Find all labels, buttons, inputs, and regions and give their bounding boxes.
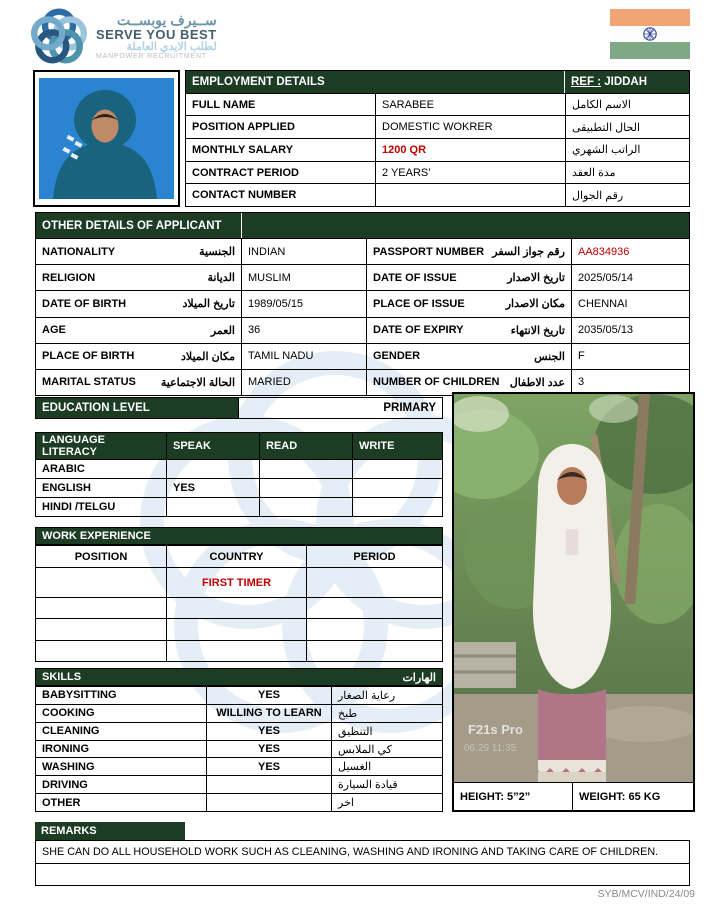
field-label-arabic: مدة العقد: [565, 162, 689, 184]
skill-value: YES: [206, 758, 331, 775]
column-header: COUNTRY: [166, 546, 306, 567]
field-label: PASSPORT NUMBER: [373, 245, 485, 258]
column-header: READ: [259, 433, 352, 459]
language-name: ARABIC: [42, 463, 85, 475]
employment-details-title: EMPLOYMENT DETAILS: [192, 75, 325, 88]
field-label-arabic: رقم جواز السفر: [492, 246, 565, 259]
skill-label-arabic: رعاية الصغار: [331, 687, 442, 704]
skill-label: DRIVING: [42, 778, 88, 791]
field-label: MARITAL STATUS: [42, 376, 136, 389]
field-value: MUSLIM: [241, 265, 366, 290]
field-value: 1989/05/15: [241, 291, 366, 316]
skill-label-arabic: الغسيل: [331, 758, 442, 775]
field-label-arabic: الحال التطبيقى: [565, 116, 689, 138]
period-value: [306, 619, 442, 639]
language-name: ENGLISH: [42, 482, 91, 494]
field-value: MARIED: [241, 370, 366, 395]
period-value: [306, 641, 442, 661]
photo-watermark-line2: 06.29 11:35: [464, 743, 517, 754]
field-label-arabic: عدد الاطفال: [509, 376, 565, 389]
language-literacy-table: [35, 432, 443, 517]
height-weight-row: [454, 782, 693, 810]
flag-saffron-band: [610, 9, 690, 26]
table-row: [36, 459, 442, 478]
skill-value: YES: [206, 741, 331, 758]
skill-label: OTHER: [42, 796, 81, 809]
field-label-arabic: الجنسية: [199, 246, 235, 259]
table-row: [36, 775, 442, 793]
skill-value: YES: [206, 723, 331, 740]
position-value: [36, 568, 166, 597]
table-row: [186, 93, 689, 116]
skill-label-arabic: قيادة السيارة: [331, 776, 442, 793]
column-header: POSITION: [74, 550, 128, 563]
salary-value: 1200 QR: [375, 139, 565, 161]
table-row: [186, 138, 689, 161]
read-value: [259, 479, 352, 497]
speak-value: [166, 498, 259, 516]
table-row: [36, 567, 442, 597]
field-label-arabic: تاريخ الميلاد: [182, 298, 235, 311]
field-label: MONTHLY SALARY: [192, 143, 294, 156]
work-experience-table: [35, 545, 443, 662]
speak-value: YES: [166, 479, 259, 497]
position-value: [36, 619, 166, 639]
skills-table: [35, 686, 443, 812]
field-label: DATE OF BIRTH: [42, 297, 127, 310]
skill-label-arabic: اخر: [331, 794, 442, 811]
field-value: 36: [241, 318, 366, 343]
field-label: CONTRACT PERIOD: [192, 166, 299, 179]
height-value: HEIGHT: 5”2”: [460, 790, 531, 803]
language-name: HINDI /TELGU: [42, 501, 116, 513]
position-value: [36, 641, 166, 661]
photo-watermark-line1: F21s Pro: [468, 722, 523, 737]
skills-title: SKILLS: [42, 671, 82, 683]
logo-arabic-subtitle: لطلب الايدي العاملة: [126, 40, 217, 53]
table-row: [36, 640, 442, 661]
field-label-arabic: تاريخ الانتهاء: [510, 324, 565, 337]
education-level-title: EDUCATION LEVEL: [36, 398, 238, 418]
remarks-title: REMARKS: [35, 822, 185, 840]
field-label: PLACE OF BIRTH: [42, 350, 135, 363]
field-label: DATE OF EXPIRY: [373, 324, 464, 337]
field-label-arabic: الاسم الكامل: [565, 94, 689, 116]
write-value: [352, 498, 442, 516]
column-header: LANGUAGE LITERACY: [42, 434, 105, 458]
field-value: SARABEE: [375, 94, 565, 116]
field-label: NATIONALITY: [42, 245, 116, 258]
language-literacy-header: [36, 433, 442, 459]
table-row: [36, 618, 442, 639]
india-flag-icon: [610, 9, 690, 59]
skill-label-arabic: التنظيق: [331, 723, 442, 740]
field-value: 2 YEARS’: [375, 162, 565, 184]
field-label: GENDER: [373, 350, 421, 363]
table-row: [36, 687, 442, 704]
remarks-empty-row: [36, 863, 689, 886]
logo-subtitle: MANPOWER RECRUITMENT: [96, 53, 207, 61]
field-label-arabic: رقم الجوال: [565, 184, 689, 206]
applicant-full-body-photo: [454, 394, 693, 782]
field-label-arabic: الحالة الاجتماعية: [160, 376, 235, 389]
table-row: [186, 161, 689, 184]
employment-details-table: [185, 70, 690, 207]
field-label-arabic: تاريخ الاصدار: [507, 272, 565, 285]
skills-title-bar: [35, 668, 443, 686]
table-row: [36, 497, 442, 516]
field-value: DOMESTIC WOKRER: [375, 116, 565, 138]
work-experience-title: WORK EXPERIENCE: [35, 527, 443, 545]
remarks-text-row: [36, 841, 689, 863]
field-value: [375, 184, 565, 206]
work-experience-header: [36, 546, 442, 567]
outdoor-photo-image: [454, 394, 693, 782]
table-row: [36, 317, 689, 343]
skill-label: BABYSITTING: [42, 689, 117, 702]
skill-value: WILLING TO LEARN: [206, 705, 331, 722]
education-level-row: [35, 397, 443, 419]
table-row: [36, 238, 689, 264]
country-value: [166, 619, 306, 639]
passport-photo-image: [39, 78, 174, 199]
country-value: [166, 598, 306, 618]
other-details-title: OTHER DETAILS OF APPLICANT: [42, 219, 222, 232]
passport-number-value: AA834936: [571, 239, 689, 264]
field-label: POSITION APPLIED: [192, 121, 295, 134]
other-details-table: [35, 212, 690, 396]
table-row: [36, 264, 689, 290]
field-value: TAMIL NADU: [241, 344, 366, 369]
table-row: [36, 740, 442, 758]
field-label: RELIGION: [42, 271, 96, 284]
serve-you-best-logo-icon: [28, 6, 90, 68]
applicant-full-photo-panel: [452, 392, 695, 812]
table-row: [36, 478, 442, 497]
employment-details-header: [186, 71, 689, 93]
ref-cell: REF : JIDDAH: [564, 71, 689, 93]
skill-label-arabic: طبخ: [331, 705, 442, 722]
skills-title-arabic: الهارات: [402, 671, 436, 684]
field-label-arabic: الجنس: [534, 350, 565, 363]
field-label: NUMBER OF CHILDREN: [373, 376, 500, 389]
period-value: [306, 598, 442, 618]
remarks-table: [35, 840, 690, 886]
flag-white-band: [610, 26, 690, 43]
skill-label: IRONING: [42, 743, 90, 755]
read-value: [259, 498, 352, 516]
table-row: [36, 290, 689, 316]
skill-value: [206, 776, 331, 793]
field-label-arabic: مكان الميلاد: [180, 350, 235, 363]
field-value: INDIAN: [241, 239, 366, 264]
logo-title: SERVE YOU BEST: [96, 27, 217, 43]
field-label-arabic: الديانة: [207, 272, 235, 285]
other-details-header: [36, 213, 689, 238]
remarks-text: SHE CAN DO ALL HOUSEHOLD WORK SUCH AS CLEANING, WASHING AND IRONING AND TAKING CARE OF CHILDREN.: [42, 845, 659, 858]
flag-green-band: [610, 42, 690, 59]
field-label-arabic: الراتب الشهري: [565, 139, 689, 161]
table-row: [36, 757, 442, 775]
applicant-passport-photo: [33, 70, 180, 207]
speak-value: [166, 460, 259, 478]
write-value: [352, 460, 442, 478]
read-value: [259, 460, 352, 478]
field-value: 2035/05/13: [571, 318, 689, 343]
table-row: [36, 597, 442, 618]
column-header: PERIOD: [306, 546, 442, 567]
field-value: CHENNAI: [571, 291, 689, 316]
field-value: 3: [571, 370, 689, 395]
period-value: [306, 568, 442, 597]
table-row: [186, 183, 689, 206]
skill-label: COOKING: [42, 707, 95, 720]
write-value: [352, 479, 442, 497]
field-value: F: [571, 344, 689, 369]
table-row: [36, 704, 442, 722]
field-label: PLACE OF ISSUE: [373, 297, 465, 310]
table-row: [186, 115, 689, 138]
education-level-value: PRIMARY: [238, 398, 442, 418]
agency-logo: [28, 6, 217, 68]
column-header: WRITE: [352, 433, 442, 459]
skill-value: YES: [206, 687, 331, 704]
document-reference: SYB/MCV/IND/24/09: [597, 888, 695, 900]
skill-value: [206, 794, 331, 811]
field-label: FULL NAME: [192, 98, 256, 111]
country-value: [166, 641, 306, 661]
field-label-arabic: مكان الاصدار: [505, 298, 565, 311]
remarks-empty: [36, 864, 689, 886]
position-value: [36, 598, 166, 618]
field-label: DATE OF ISSUE: [373, 271, 457, 284]
field-label: CONTACT NUMBER: [192, 189, 297, 202]
field-value: 2025/05/14: [571, 265, 689, 290]
field-label-arabic: العمر: [210, 324, 235, 337]
logo-arabic-title: ســيرف يوبســت: [116, 12, 217, 29]
table-row: [36, 343, 689, 369]
ashoka-chakra-icon: [642, 26, 658, 42]
column-header: SPEAK: [166, 433, 259, 459]
skill-label: WASHING: [42, 760, 95, 773]
weight-value: WEIGHT: 65 KG: [572, 783, 693, 810]
skill-label-arabic: كي الملابس: [331, 741, 442, 758]
table-row: [36, 793, 442, 811]
field-label: AGE: [42, 324, 66, 337]
table-row: [36, 722, 442, 740]
skill-label: CLEANING: [42, 725, 100, 738]
country-value: FIRST TIMER: [166, 568, 306, 597]
